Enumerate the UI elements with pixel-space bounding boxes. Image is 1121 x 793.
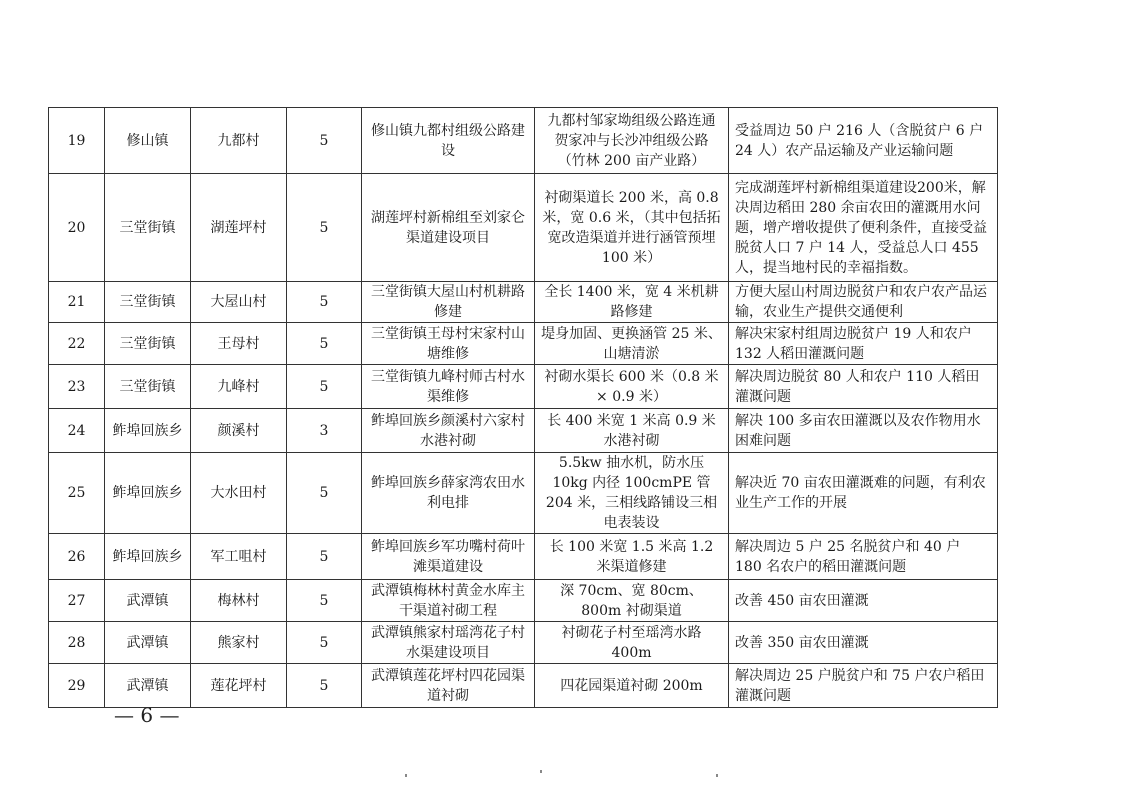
amount-cell: 5	[287, 453, 362, 534]
village-cell: 梅林村	[191, 580, 287, 622]
benefit-cell: 解决近 70 亩农田灌溉难的问题，有利农业生产工作的开展	[729, 453, 998, 534]
project-name-cell: 武潭镇熊家村瑶湾花子村水渠建设项目	[362, 622, 535, 664]
project-content-cell: 5.5kw 抽水机，防水压 10kg 内径 100cmPE 管 204 米，三相线路铺设三相电表装设	[535, 453, 729, 534]
project-name-cell: 武潭镇梅林村黄金水库主干渠道衬砌工程	[362, 580, 535, 622]
table-row	[49, 365, 998, 409]
amount-cell: 5	[287, 282, 362, 323]
table-row	[49, 622, 998, 664]
scan-speck	[540, 770, 542, 773]
benefit-cell: 解决 100 多亩农田灌溉以及农作物用水困难问题	[729, 409, 998, 453]
project-table	[48, 107, 998, 708]
project-name-cell: 三堂街镇九峰村师古村水渠维修	[362, 365, 535, 409]
benefit-cell: 解决周边 5 户 25 名脱贫户和 40 户 180 名农户的稻田灌溉问题	[729, 534, 998, 580]
project-content-cell: 衬砌水渠长 600 米（0.8 米× 0.9 米）	[535, 365, 729, 409]
town-cell: 武潭镇	[105, 622, 191, 664]
scan-speck	[716, 774, 718, 777]
project-content-cell: 全长 1400 米，宽 4 米机耕路修建	[535, 282, 729, 323]
project-name-cell: 三堂街镇大屋山村机耕路修建	[362, 282, 535, 323]
amount-cell: 5	[287, 534, 362, 580]
benefit-cell: 受益周边 50 户 216 人（含脱贫户 6 户 24 人）农产品运输及产业运输问题	[729, 108, 998, 174]
amount-cell: 5	[287, 580, 362, 622]
town-cell: 三堂街镇	[105, 282, 191, 323]
amount-cell: 5	[287, 323, 362, 365]
village-cell: 大屋山村	[191, 282, 287, 323]
town-cell: 鲊埠回族乡	[105, 453, 191, 534]
town-cell: 鲊埠回族乡	[105, 534, 191, 580]
table-row	[49, 409, 998, 453]
table-row	[49, 534, 998, 580]
town-cell: 修山镇	[105, 108, 191, 174]
row-number: 29	[49, 664, 105, 708]
project-content-cell: 深 70cm、宽 80cm、800m 衬砌渠道	[535, 580, 729, 622]
row-number: 20	[49, 174, 105, 282]
row-number: 22	[49, 323, 105, 365]
village-cell: 颜溪村	[191, 409, 287, 453]
town-cell: 鲊埠回族乡	[105, 409, 191, 453]
project-name-cell: 三堂街镇王母村宋家村山塘维修	[362, 323, 535, 365]
benefit-cell: 改善 350 亩农田灌溉	[729, 622, 998, 664]
project-content-cell: 九都村邹家坳组级公路连通贺家冲与长沙冲组级公路（竹林 200 亩产业路）	[535, 108, 729, 174]
village-cell: 军工咀村	[191, 534, 287, 580]
row-number: 23	[49, 365, 105, 409]
benefit-cell: 改善 450 亩农田灌溉	[729, 580, 998, 622]
village-cell: 九峰村	[191, 365, 287, 409]
project-name-cell: 鲊埠回族乡颜溪村六家村水港衬砌	[362, 409, 535, 453]
project-content-cell: 衬砌花子村至瑶湾水路 400m	[535, 622, 729, 664]
table-row	[49, 108, 998, 174]
amount-cell: 5	[287, 108, 362, 174]
project-name-cell: 鲊埠回族乡军功嘴村荷叶滩渠道建设	[362, 534, 535, 580]
row-number: 24	[49, 409, 105, 453]
row-number: 25	[49, 453, 105, 534]
row-number: 27	[49, 580, 105, 622]
project-content-cell: 衬砌渠道长 200 米，高 0.8 米，宽 0.6 米，（其中包括拓宽改造渠道并进行涵管预埋 100 米）	[535, 174, 729, 282]
benefit-cell: 完成湖莲坪村新棉组渠道建设200米，解决周边稻田 280 余亩农田的灌溉用水问题，增产增收提供了便利条件，直接受益脱贫人口 7 户 14 人，受益总人口 455 人，提当地村民的幸福指数。	[729, 174, 998, 282]
benefit-cell: 方便大屋山村周边脱贫户和农户农产品运输，农业生产提供交通便利	[729, 282, 998, 323]
amount-cell: 5	[287, 664, 362, 708]
table-row	[49, 174, 998, 282]
row-number: 19	[49, 108, 105, 174]
amount-cell: 5	[287, 365, 362, 409]
table-row	[49, 282, 998, 323]
table-row	[49, 323, 998, 365]
project-name-cell: 鲊埠回族乡薛家湾农田水利电排	[362, 453, 535, 534]
benefit-cell: 解决周边脱贫 80 人和农户 110 人稻田灌溉问题	[729, 365, 998, 409]
project-name-cell: 修山镇九都村组级公路建设	[362, 108, 535, 174]
project-name-cell: 武潭镇莲花坪村四花园渠道衬砌	[362, 664, 535, 708]
benefit-cell: 解决周边 25 户脱贫户和 75 户农户稻田灌溉问题	[729, 664, 998, 708]
row-number: 28	[49, 622, 105, 664]
project-content-cell: 长 400 米宽 1 米高 0.9 米水港衬砌	[535, 409, 729, 453]
village-cell: 莲花坪村	[191, 664, 287, 708]
table-row	[49, 664, 998, 708]
project-content-cell: 长 100 米宽 1.5 米高 1.2 米渠道修建	[535, 534, 729, 580]
village-cell: 大水田村	[191, 453, 287, 534]
amount-cell: 5	[287, 622, 362, 664]
project-content-cell: 堤身加固、更换涵管 25 米、山塘清淤	[535, 323, 729, 365]
town-cell: 三堂街镇	[105, 365, 191, 409]
village-cell: 王母村	[191, 323, 287, 365]
village-cell: 熊家村	[191, 622, 287, 664]
town-cell: 武潭镇	[105, 580, 191, 622]
page-number: — 6 —	[114, 703, 180, 727]
row-number: 21	[49, 282, 105, 323]
village-cell: 九都村	[191, 108, 287, 174]
project-name-cell: 湖莲坪村新棉组至刘家仑渠道建设项目	[362, 174, 535, 282]
scan-speck	[405, 774, 407, 777]
amount-cell: 3	[287, 409, 362, 453]
benefit-cell: 解决宋家村组周边脱贫户 19 人和农户 132 人稻田灌溉问题	[729, 323, 998, 365]
project-content-cell: 四花园渠道衬砌 200m	[535, 664, 729, 708]
town-cell: 三堂街镇	[105, 323, 191, 365]
table-row	[49, 580, 998, 622]
village-cell: 湖莲坪村	[191, 174, 287, 282]
town-cell: 三堂街镇	[105, 174, 191, 282]
town-cell: 武潭镇	[105, 664, 191, 708]
row-number: 26	[49, 534, 105, 580]
table-row	[49, 453, 998, 534]
amount-cell: 5	[287, 174, 362, 282]
